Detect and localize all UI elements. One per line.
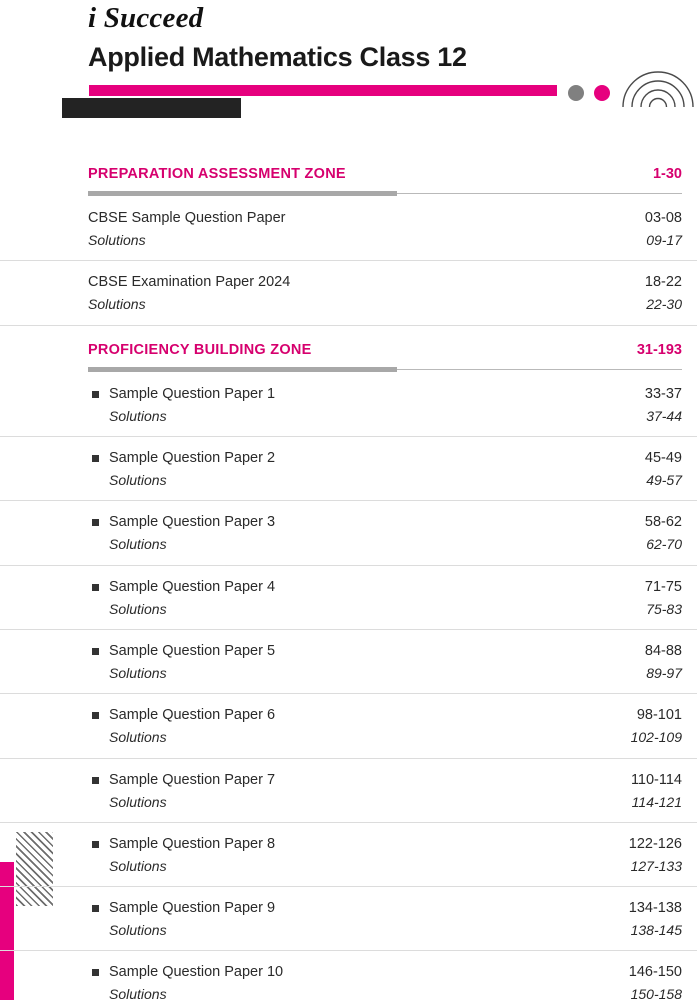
entry-sub-row bbox=[88, 230, 682, 250]
entry-subtitle: Solutions bbox=[109, 857, 167, 874]
entry-page-range: 45-49 bbox=[644, 449, 682, 466]
entry-title: Sample Question Paper 7 bbox=[109, 771, 276, 788]
entry-page-range: 18-22 bbox=[644, 274, 682, 291]
entry-sub-row bbox=[88, 599, 682, 619]
entry-title: Sample Question Paper 4 bbox=[109, 578, 276, 595]
entry-main-row bbox=[88, 384, 682, 405]
entry-main-row bbox=[88, 641, 682, 662]
entry-sub-row bbox=[88, 792, 682, 812]
entry-page-range: 134-138 bbox=[628, 900, 682, 917]
entry-subtitle: Solutions bbox=[109, 600, 167, 617]
entry-title: Sample Question Paper 1 bbox=[109, 385, 276, 402]
entry-sub-row bbox=[88, 470, 682, 490]
entry-sub-page-range: 138-145 bbox=[630, 922, 682, 939]
entry-page-range: 98-101 bbox=[636, 707, 682, 724]
pink-rule bbox=[89, 85, 557, 96]
pink-dot-icon bbox=[594, 85, 610, 101]
entry-subtitle: Solutions bbox=[109, 729, 167, 746]
entry-page-range: 84-88 bbox=[644, 642, 682, 659]
entry-page-range: 33-37 bbox=[644, 385, 682, 402]
entry-sub-row bbox=[88, 663, 682, 683]
entry-main-row bbox=[88, 512, 682, 533]
entry-page-range: 146-150 bbox=[628, 964, 682, 981]
contents-entry[interactable] bbox=[0, 887, 697, 951]
square-bullet-icon bbox=[92, 391, 99, 398]
brand-logo: i Succeed bbox=[88, 2, 204, 34]
entry-title: Sample Question Paper 6 bbox=[109, 707, 276, 724]
zone-section bbox=[0, 342, 697, 1000]
square-bullet-icon bbox=[92, 648, 99, 655]
square-bullet-icon bbox=[92, 841, 99, 848]
zone-header bbox=[0, 342, 697, 358]
contents-entry[interactable] bbox=[0, 823, 697, 887]
entry-subtitle: Solutions bbox=[109, 536, 167, 553]
entry-main-row bbox=[88, 705, 682, 726]
square-bullet-icon bbox=[92, 584, 99, 591]
contents-entry[interactable] bbox=[0, 261, 697, 325]
contents-entry[interactable] bbox=[0, 759, 697, 823]
entry-subtitle: Solutions bbox=[109, 986, 167, 1000]
entry-sub-page-range: 75-83 bbox=[646, 600, 682, 617]
gray-dot-icon bbox=[568, 85, 584, 101]
zone-page-range: 31-193 bbox=[636, 341, 682, 358]
zone-item-list bbox=[0, 373, 697, 1000]
square-bullet-icon bbox=[92, 777, 99, 784]
entry-title: Sample Question Paper 9 bbox=[109, 900, 276, 917]
entry-subtitle: Solutions bbox=[109, 922, 167, 939]
entry-main-row bbox=[88, 898, 682, 919]
square-bullet-icon bbox=[92, 712, 99, 719]
entry-title: Sample Question Paper 3 bbox=[109, 514, 276, 531]
square-bullet-icon bbox=[92, 905, 99, 912]
square-bullet-icon bbox=[92, 969, 99, 976]
entry-sub-row bbox=[88, 294, 682, 314]
entry-page-range: 122-126 bbox=[628, 835, 682, 852]
entry-title: CBSE Examination Paper 2024 bbox=[88, 274, 291, 291]
entry-sub-row bbox=[88, 920, 682, 940]
contents-entry[interactable] bbox=[0, 951, 697, 1000]
entry-title: Sample Question Paper 5 bbox=[109, 642, 276, 659]
entry-title: Sample Question Paper 8 bbox=[109, 835, 276, 852]
entry-title: Sample Question Paper 10 bbox=[109, 964, 284, 981]
entry-sub-page-range: 09-17 bbox=[646, 232, 682, 249]
entry-sub-row bbox=[88, 856, 682, 876]
zone-page-range: 1-30 bbox=[652, 166, 682, 182]
zone-title: PREPARATION ASSESSMENT ZONE bbox=[88, 166, 346, 182]
contents-entry[interactable] bbox=[0, 437, 697, 501]
entry-subtitle: Solutions bbox=[88, 296, 146, 313]
square-bullet-icon bbox=[92, 519, 99, 526]
entry-sub-page-range: 22-30 bbox=[646, 296, 682, 313]
contents-entry[interactable] bbox=[0, 694, 697, 758]
zone-section bbox=[0, 166, 697, 326]
entry-sub-page-range: 114-121 bbox=[631, 793, 682, 810]
dark-rule bbox=[62, 98, 241, 118]
entry-main-row bbox=[88, 448, 682, 469]
entry-sub-page-range: 62-70 bbox=[646, 536, 682, 553]
entry-sub-row bbox=[88, 406, 682, 426]
concentric-arcs-icon bbox=[620, 55, 697, 107]
entry-subtitle: Solutions bbox=[88, 232, 146, 249]
contents-entry[interactable] bbox=[0, 373, 697, 437]
entry-subtitle: Solutions bbox=[109, 664, 167, 681]
page-title: Applied Mathematics Class 12 bbox=[88, 42, 467, 72]
entry-sub-row bbox=[88, 534, 682, 554]
entry-sub-page-range: 150-158 bbox=[630, 986, 682, 1000]
entry-page-range: 58-62 bbox=[644, 514, 682, 531]
entry-sub-page-range: 49-57 bbox=[646, 471, 682, 488]
entry-subtitle: Solutions bbox=[109, 407, 167, 424]
page-header bbox=[0, 0, 697, 150]
entry-sub-page-range: 89-97 bbox=[646, 664, 682, 681]
entry-main-row bbox=[88, 577, 682, 598]
entry-title: Sample Question Paper 2 bbox=[109, 449, 276, 466]
entry-page-range: 71-75 bbox=[644, 578, 682, 595]
entry-main-row bbox=[88, 272, 682, 293]
entry-page-range: 110-114 bbox=[630, 771, 682, 788]
contents-entry[interactable] bbox=[0, 566, 697, 630]
contents-entry[interactable] bbox=[0, 630, 697, 694]
zone-header bbox=[0, 166, 697, 182]
entry-sub-page-range: 102-109 bbox=[630, 729, 682, 746]
entry-main-row bbox=[88, 770, 682, 791]
zone-item-list bbox=[0, 197, 697, 326]
entry-page-range: 03-08 bbox=[644, 210, 682, 226]
entry-subtitle: Solutions bbox=[109, 793, 167, 810]
contents-entry[interactable] bbox=[0, 197, 697, 261]
zone-title: PROFICIENCY BUILDING ZONE bbox=[88, 341, 312, 358]
entry-main-row bbox=[88, 962, 682, 983]
contents-body bbox=[0, 150, 697, 1000]
entry-main-row bbox=[88, 208, 682, 229]
entry-main-row bbox=[88, 834, 682, 855]
square-bullet-icon bbox=[92, 455, 99, 462]
entry-sub-row bbox=[88, 727, 682, 747]
entry-title: CBSE Sample Question Paper bbox=[88, 210, 286, 226]
entry-sub-row bbox=[88, 984, 682, 1000]
entry-sub-page-range: 37-44 bbox=[646, 407, 682, 424]
contents-entry[interactable] bbox=[0, 501, 697, 565]
entry-sub-page-range: 127-133 bbox=[630, 857, 682, 874]
entry-subtitle: Solutions bbox=[109, 471, 167, 488]
